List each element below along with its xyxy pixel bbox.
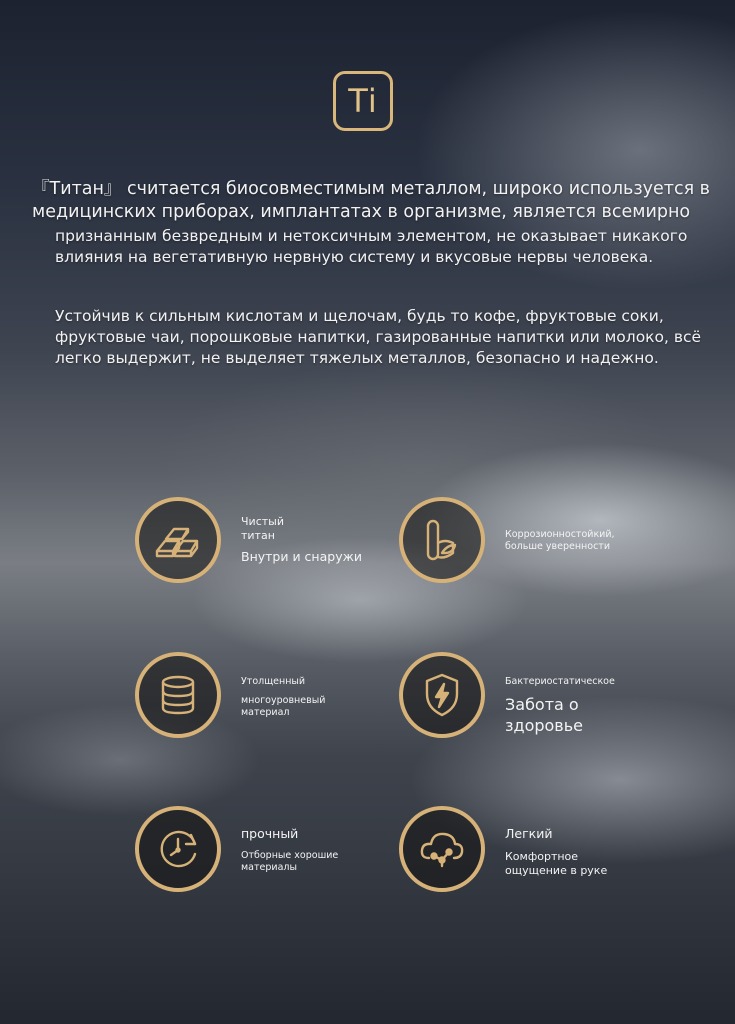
feature-durable — [135, 806, 435, 906]
feature-thickened — [135, 652, 435, 752]
clock-icon — [135, 806, 221, 892]
layered-shield-icon — [399, 497, 485, 583]
cloud-network-icon — [399, 806, 485, 892]
feature-title: Утолщенный — [241, 676, 306, 687]
feature-title: Чистый титан — [241, 515, 284, 542]
feature-bacteriostatic — [399, 652, 699, 752]
intro-text-line2: признанным безвредным и нетоксичным элементом, не оказывает никакого влияния на вегетативную нервную систему и вкусовые нервы человека. — [55, 227, 688, 266]
feature-title: Легкий — [505, 826, 553, 841]
gold-bars-icon — [135, 497, 221, 583]
feature-title: Коррозионностойкий, больше уверенности — [505, 529, 615, 552]
intro-text-line1: 『Титан』 считается биосовместимым металлом, широко используется в медицинских приборах, имплантатах в организме, является всемирно — [32, 179, 710, 222]
feature-title: прочный — [241, 826, 299, 841]
database-layers-icon — [135, 652, 221, 738]
feature-subtitle: Отборные хорошие материалы — [241, 850, 339, 873]
resistance-text: Устойчив к сильным кислотам и щелочам, будь то кофе, фруктовые соки, фруктовые чаи, порошковые напитки, газированные напитки или молоко, всё легко выдержит, не выделяет тяжелых металлов, безопасно и надежно. — [55, 307, 702, 367]
feature-subtitle: Внутри и снаружи — [241, 549, 362, 564]
titanium-element-badge — [333, 71, 393, 131]
feature-corrosion-resistant — [399, 497, 699, 597]
feature-subtitle: многоуровневый материал — [241, 695, 326, 718]
feature-pure-titanium — [135, 497, 435, 597]
feature-subtitle: Комфортное ощущение в руке — [505, 850, 608, 877]
lightning-shield-icon — [399, 652, 485, 738]
element-symbol: Ti — [348, 82, 378, 120]
feature-title: Бактериостатическое — [505, 676, 615, 687]
feature-lightweight — [399, 806, 699, 906]
feature-subtitle: Забота о здоровье — [505, 695, 584, 735]
